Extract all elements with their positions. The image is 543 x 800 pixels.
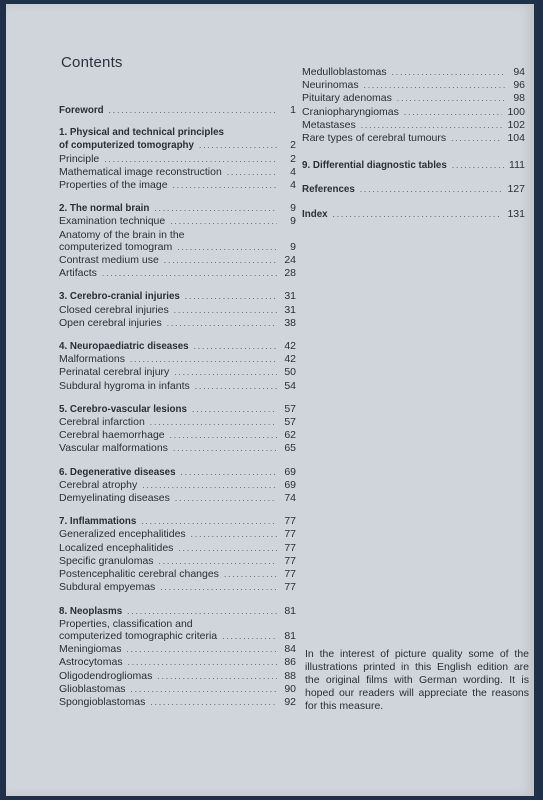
page-number: 69 [284, 465, 296, 478]
leader-dots [227, 167, 277, 179]
page-number: 31 [284, 290, 296, 303]
leader-dots [127, 606, 277, 618]
leader-dots [160, 582, 277, 594]
toc-left-column [59, 104, 296, 709]
page-number: 84 [284, 643, 296, 656]
toc-section-5 [59, 403, 296, 456]
leader-dots [451, 133, 502, 145]
toc-entry [59, 403, 296, 416]
toc-entry [59, 317, 296, 330]
entry-title: Pituitary adenomas [302, 92, 392, 105]
entry-title: Perinatal cerebral injury [59, 366, 170, 379]
toc-entry [59, 442, 296, 455]
entry-title: Specific granulomas [59, 554, 154, 567]
page-number: 131 [507, 207, 525, 220]
leader-dots [177, 242, 277, 254]
toc-entry [59, 202, 296, 215]
page-number: 4 [290, 165, 296, 178]
page-number: 88 [284, 669, 296, 682]
section-title: 5. Cerebro-vascular lesions [59, 403, 187, 415]
leader-dots [109, 105, 277, 117]
toc-right-column [302, 66, 525, 221]
leader-dots [360, 184, 503, 196]
toc-entry [59, 153, 296, 166]
entry-title: Postencephalitic cerebral changes [59, 568, 219, 581]
page-number: 42 [284, 340, 296, 353]
toc-entry [59, 555, 296, 568]
edition-note: In the interest of picture quality some of the illustrations printed in this English edition are the original films with German wording. It is hoped our readers will appreciate the reasons for this measure. [305, 648, 529, 712]
page-number: 1 [290, 104, 296, 116]
entry-title: Cerebral haemorrhage [59, 429, 165, 442]
leader-dots [174, 367, 277, 379]
leader-dots [104, 154, 277, 166]
page-number: 90 [284, 682, 296, 695]
section-title: References [302, 184, 355, 196]
section-title: 6. Degenerative diseases [59, 466, 176, 478]
toc-entry [59, 479, 296, 492]
page-number: 54 [284, 379, 296, 392]
entry-title: Rare types of cerebral tumours [302, 132, 447, 145]
entry-title: Meningiomas [59, 643, 122, 656]
leader-dots [164, 255, 277, 267]
toc-entry [302, 66, 525, 79]
entry-title: Mathematical image reconstruction [59, 165, 222, 178]
toc-entry [59, 290, 296, 303]
leader-dots [222, 631, 277, 643]
page-number: 28 [284, 267, 296, 280]
entry-title: Medulloblastomas [302, 66, 387, 78]
toc-entry [59, 581, 296, 594]
toc-entry [59, 166, 296, 179]
page-number: 96 [513, 79, 525, 92]
toc-section-9 [302, 159, 525, 172]
toc-entry [59, 643, 296, 656]
page-number: 100 [507, 105, 525, 118]
toc-section-1 [59, 127, 296, 192]
toc-section-6 [59, 466, 296, 506]
leader-dots [126, 644, 277, 656]
page-number: 104 [507, 132, 525, 145]
page-number: 2 [290, 152, 296, 165]
toc-entry [302, 92, 525, 105]
page-number: 9 [290, 215, 296, 228]
leader-dots [178, 543, 277, 555]
page-number: 24 [284, 254, 296, 267]
leader-dots [185, 291, 277, 303]
page-number: 86 [284, 656, 296, 669]
page-number: 77 [284, 568, 296, 581]
page-number: 57 [284, 402, 296, 415]
entry-title: Demyelinating diseases [59, 492, 170, 505]
page-number: 57 [284, 416, 296, 429]
entry-title: Malformations [59, 353, 125, 366]
toc-entry [59, 416, 296, 429]
page-number: 77 [284, 554, 296, 567]
toc-entry [59, 179, 296, 192]
toc-entry [59, 366, 296, 379]
page-number: 77 [284, 581, 296, 594]
page-number: 4 [290, 179, 296, 192]
section-title: 2. The normal brain [59, 203, 150, 215]
toc-entry [59, 267, 296, 280]
page-number: 42 [284, 353, 296, 366]
book-page [6, 4, 534, 796]
toc-entry [59, 254, 296, 267]
section-title: of computerized tomography [59, 140, 194, 152]
section-title: Index [302, 208, 328, 220]
section-title: 4. Neuropaediatric diseases [59, 341, 189, 353]
leader-dots [128, 657, 277, 669]
page-number: 69 [284, 478, 296, 491]
entry-title: Artifacts [59, 267, 97, 280]
page-number: 102 [507, 118, 525, 131]
toc-section-8 [59, 605, 296, 710]
entry-title: Localized encephalitides [59, 541, 174, 554]
page-number: 81 [284, 604, 296, 617]
leader-dots [170, 216, 277, 228]
leader-dots [392, 67, 506, 79]
page-number: 77 [284, 515, 296, 528]
toc-entry [59, 429, 296, 442]
leader-dots [142, 480, 277, 492]
page-number: 31 [284, 303, 296, 316]
toc-entry [59, 515, 296, 528]
toc-entry [59, 215, 296, 228]
toc-entry [59, 528, 296, 541]
page-number: 77 [284, 528, 296, 541]
toc-entry [59, 466, 296, 479]
entry-title: Metastases [302, 118, 356, 131]
toc-entry [59, 568, 296, 581]
leader-dots [333, 209, 503, 221]
leader-dots [167, 318, 277, 330]
section-title: 8. Neoplasms [59, 605, 123, 617]
leader-dots [173, 180, 277, 192]
toc-entry [59, 542, 296, 555]
leader-dots [404, 107, 503, 119]
leader-dots [150, 417, 277, 429]
entry-title: Foreword [59, 105, 104, 116]
entry-title: computerized tomographic criteria [59, 629, 218, 642]
leader-dots [159, 556, 277, 568]
toc-entry [59, 696, 296, 709]
entry-title: Neurinomas [302, 79, 359, 92]
toc-section-2 [59, 202, 296, 280]
leader-dots [170, 430, 277, 442]
leader-dots [195, 381, 277, 393]
page-number: 9 [290, 202, 296, 215]
toc-entry-index [302, 208, 525, 221]
page-number: 81 [284, 629, 296, 642]
leader-dots [397, 93, 506, 105]
toc-entry [59, 670, 296, 683]
leader-dots [194, 341, 277, 353]
leader-dots [361, 120, 503, 132]
section-title: 1. Physical and technical principles [59, 127, 224, 139]
page-number: 92 [284, 695, 296, 708]
entry-title: Vascular malformations [59, 442, 168, 455]
entry-title: Properties of the image [59, 179, 168, 192]
section-title: 3. Cerebro-cranial injuries [59, 291, 180, 303]
toc-entry [302, 106, 525, 119]
entry-title: computerized tomogram [59, 240, 173, 253]
toc-entry [59, 139, 296, 152]
entry-title: Open cerebral injuries [59, 316, 162, 329]
entry-title: Cerebral infarction [59, 416, 145, 429]
page-title: Contents [61, 54, 123, 71]
toc-entry [59, 605, 296, 618]
toc-entry-references [302, 183, 525, 196]
entry-title: Astrocytomas [59, 656, 123, 669]
leader-dots [175, 493, 277, 505]
toc-entry [59, 380, 296, 393]
leader-dots [452, 160, 504, 172]
toc-entry [302, 132, 525, 145]
leader-dots [192, 404, 277, 416]
leader-dots [191, 529, 277, 541]
leader-dots [130, 354, 277, 366]
leader-dots [174, 305, 277, 317]
page-number: 111 [509, 159, 525, 172]
leader-dots [131, 684, 277, 696]
page-number: 94 [513, 66, 525, 78]
toc-entry [302, 119, 525, 132]
page-number: 127 [507, 183, 525, 196]
leader-dots [199, 140, 277, 152]
entry-title: Properties, classification and [59, 617, 193, 630]
leader-dots [173, 443, 277, 455]
page-number: 2 [290, 139, 296, 152]
toc-entry [59, 241, 296, 254]
entry-title: Anatomy of the brain in the [59, 228, 185, 241]
entry-title: Examination technique [59, 215, 166, 228]
toc-entry [59, 492, 296, 505]
entry-title: Oligodendrogliomas [59, 669, 153, 682]
page-number: 9 [290, 240, 296, 253]
leader-dots [102, 268, 277, 280]
toc-section-3 [59, 290, 296, 330]
leader-dots [224, 569, 277, 581]
toc-entry-foreword [59, 104, 296, 117]
leader-dots [364, 80, 506, 92]
entry-title: Closed cerebral injuries [59, 303, 169, 316]
section-title: 9. Differential diagnostic tables [302, 160, 447, 172]
page-number: 65 [284, 442, 296, 455]
leader-dots [181, 467, 277, 479]
toc-entry [59, 340, 296, 353]
entry-title: Generalized encephalitides [59, 528, 186, 541]
toc-entry [59, 683, 296, 696]
page-number: 38 [284, 316, 296, 329]
entry-title: Glioblastomas [59, 682, 126, 695]
page-number: 50 [284, 366, 296, 379]
page-number: 74 [284, 492, 296, 505]
toc-entry [302, 79, 525, 92]
leader-dots [154, 203, 277, 215]
entry-title: Subdural hygroma in infants [59, 379, 190, 392]
entry-title: Contrast medium use [59, 254, 159, 267]
leader-dots [150, 697, 277, 709]
entry-title: Craniopharyngiomas [302, 105, 399, 118]
entry-title: Cerebral atrophy [59, 478, 138, 491]
entry-title: Subdural empyemas [59, 581, 156, 594]
page-number: 77 [284, 541, 296, 554]
page-number: 62 [284, 429, 296, 442]
section-title: 7. Inflammations [59, 516, 137, 528]
toc-entry [59, 656, 296, 669]
toc-section-4 [59, 340, 296, 393]
toc-entry [59, 630, 296, 643]
page-number: 98 [513, 92, 525, 105]
leader-dots [141, 516, 277, 528]
entry-title: Spongioblastomas [59, 695, 146, 708]
leader-dots [157, 671, 277, 683]
toc-entry [59, 304, 296, 317]
toc-section-7 [59, 515, 296, 594]
toc-entry [59, 353, 296, 366]
entry-title: Principle [59, 152, 100, 165]
